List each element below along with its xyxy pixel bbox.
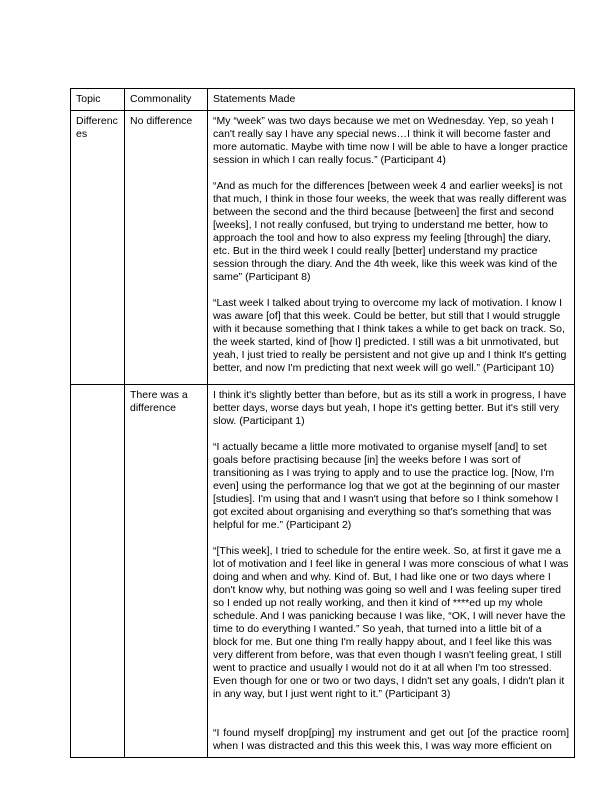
table-row xyxy=(71,385,575,758)
topic-cell: Differences xyxy=(71,111,125,385)
statement-paragraph: “[This week], I tried to schedule for the entire week. So, at first it gave me a lot of motivation and I feel like in general I was more conscious of what I was doing and when and why. Kind of. But, I had like one or two days where I don't know why, but nothing was going so well and I was feeling super tired so I ended up not really working, and then it kind of ****ed up my whole schedule. And I was panicking because I was like, “OK, I will never have the time to do everything I wanted.” So yeah, that turned into a little bit of a block for me. But one thing I'm really happy about, and I feel like this was very different from before, was that even though I wasn't feeling great, I still went to practice and usually I would not do it at all when I'm too stressed. Even though for one or two or two days, I didn't set any goals, I didn't plan it in any way, but I just went right to it.” (Participant 3) xyxy=(213,545,569,700)
statement-paragraph: “Last week I talked about trying to overcome my lack of motivation. I know I was aware [of] that this week. Could be better, but still that I would struggle with it because something that I think takes a while to get back on track. So, the week started, kind of [how I] predicted. I still was a bit unmotivated, but yeah, I just tried to really be persistent and not give up and I think It's getting better, and now I'm predicting that next week will go well.” (Participant 10) xyxy=(213,297,567,374)
statement-paragraph: “I found myself drop[ping] my instrument and get out [of the practice room] when I was distracted and this this week this, I was way more efficient on xyxy=(213,727,569,752)
table-row xyxy=(71,111,575,385)
statement-paragraph: I think it's slightly better than before, but as its still a work in progress, I have better days, worse days but yeah, I hope it's getting better. But it's still very slow. (Participant 1) xyxy=(213,389,567,427)
commonality-cell: There was a difference xyxy=(125,385,208,758)
statement-paragraph: “And as much for the differences [between week 4 and earlier weeks] is not that much, I think in those four weeks, the week that was really different was between the second and the third because [between] the first and second [weeks], I not really confused, but trying to understand me better, how to approach the tool and how to also express my feeling [through] the diary, etc. But in the third week I could really [better] understand my practice session through the diary. And the 4th week, like this week was kind of the same” (Participant 8) xyxy=(213,180,567,283)
statement-paragraph: “I actually became a little more motivated to organise myself [and] to set goals before practising because [in] the weeks before I was sort of transitioning as I was trying to apply and to use the practice log. [Now, I'm even] using the performance log that we got at the beginning of our master [studies]. I'm using that and I wasn't using that before so I think somehow I got excited about organising and everything so that's something that was helpful for me.” (Participant 2) xyxy=(213,441,560,531)
statement-paragraph: “My “week” was two days because we met on Wednesday. Yep, so yeah I can't really say I have any special news…I think it will become faster and more automatic. Maybe with time now I will be able to have a longer practice session in which I can really focus.” (Participant 4) xyxy=(213,115,568,166)
col-header-statements: Statements Made xyxy=(208,89,575,111)
statements-table xyxy=(70,88,575,758)
statements-cell xyxy=(208,111,575,385)
table-header-row xyxy=(71,89,575,111)
col-header-topic: Topic xyxy=(71,89,125,111)
statements-cell xyxy=(208,385,575,758)
topic-cell xyxy=(71,385,125,758)
commonality-cell: No difference xyxy=(125,111,208,385)
col-header-commonality: Commonality xyxy=(125,89,208,111)
